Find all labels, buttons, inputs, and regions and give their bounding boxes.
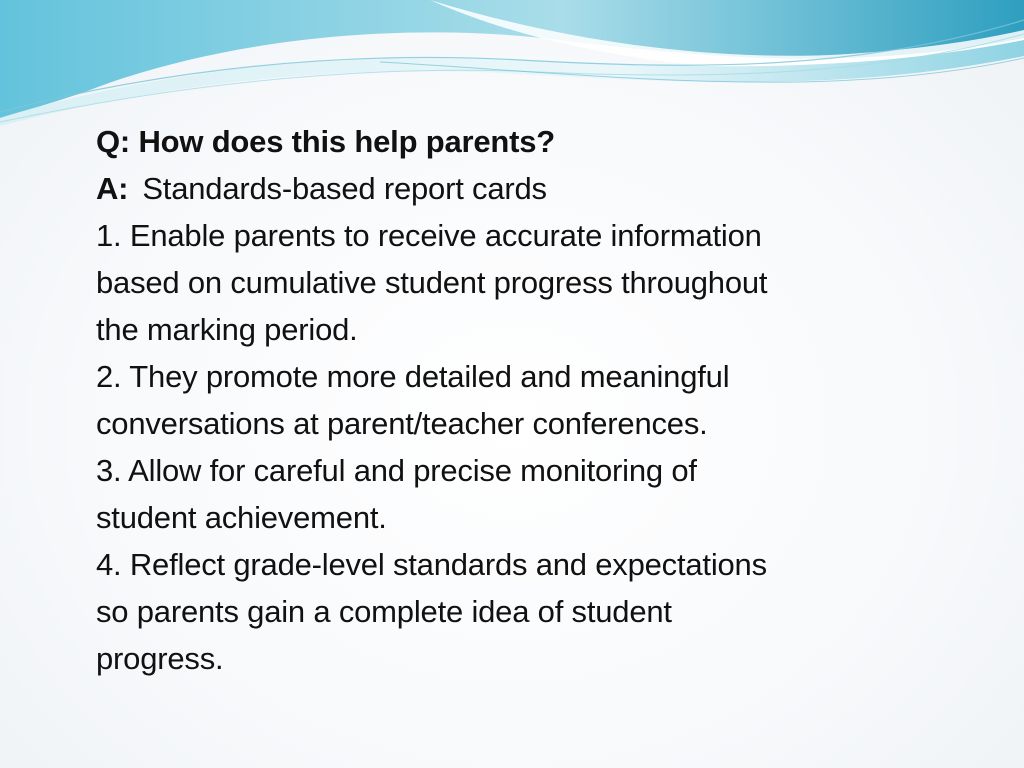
question-line: Q: How does this help parents? [96,124,556,159]
text-line-6: 3. Allow for careful and precise monitoring of [96,453,697,488]
text-line-5: conversations at parent/teacher conferences. [96,406,708,441]
text-line-4: 2. They promote more detailed and meaningful [96,359,730,394]
answer-intro: Standards-based report cards [142,171,547,206]
text-line-8: 4. Reflect grade-level standards and expectations [96,547,767,582]
text-line-10: progress. [96,641,224,676]
text-line-9: so parents gain a complete idea of student [96,594,672,629]
text-line-2: based on cumulative student progress throughout [96,265,768,300]
text-line-3: the marking period. [96,312,358,347]
answer-line [96,165,926,212]
slide-body-text [96,118,926,682]
text-line-1: 1. Enable parents to receive accurate information [96,218,762,253]
answer-prefix: A: [96,171,129,206]
text-line-7: student achievement. [96,500,387,535]
header-wave-decoration [0,0,1024,130]
